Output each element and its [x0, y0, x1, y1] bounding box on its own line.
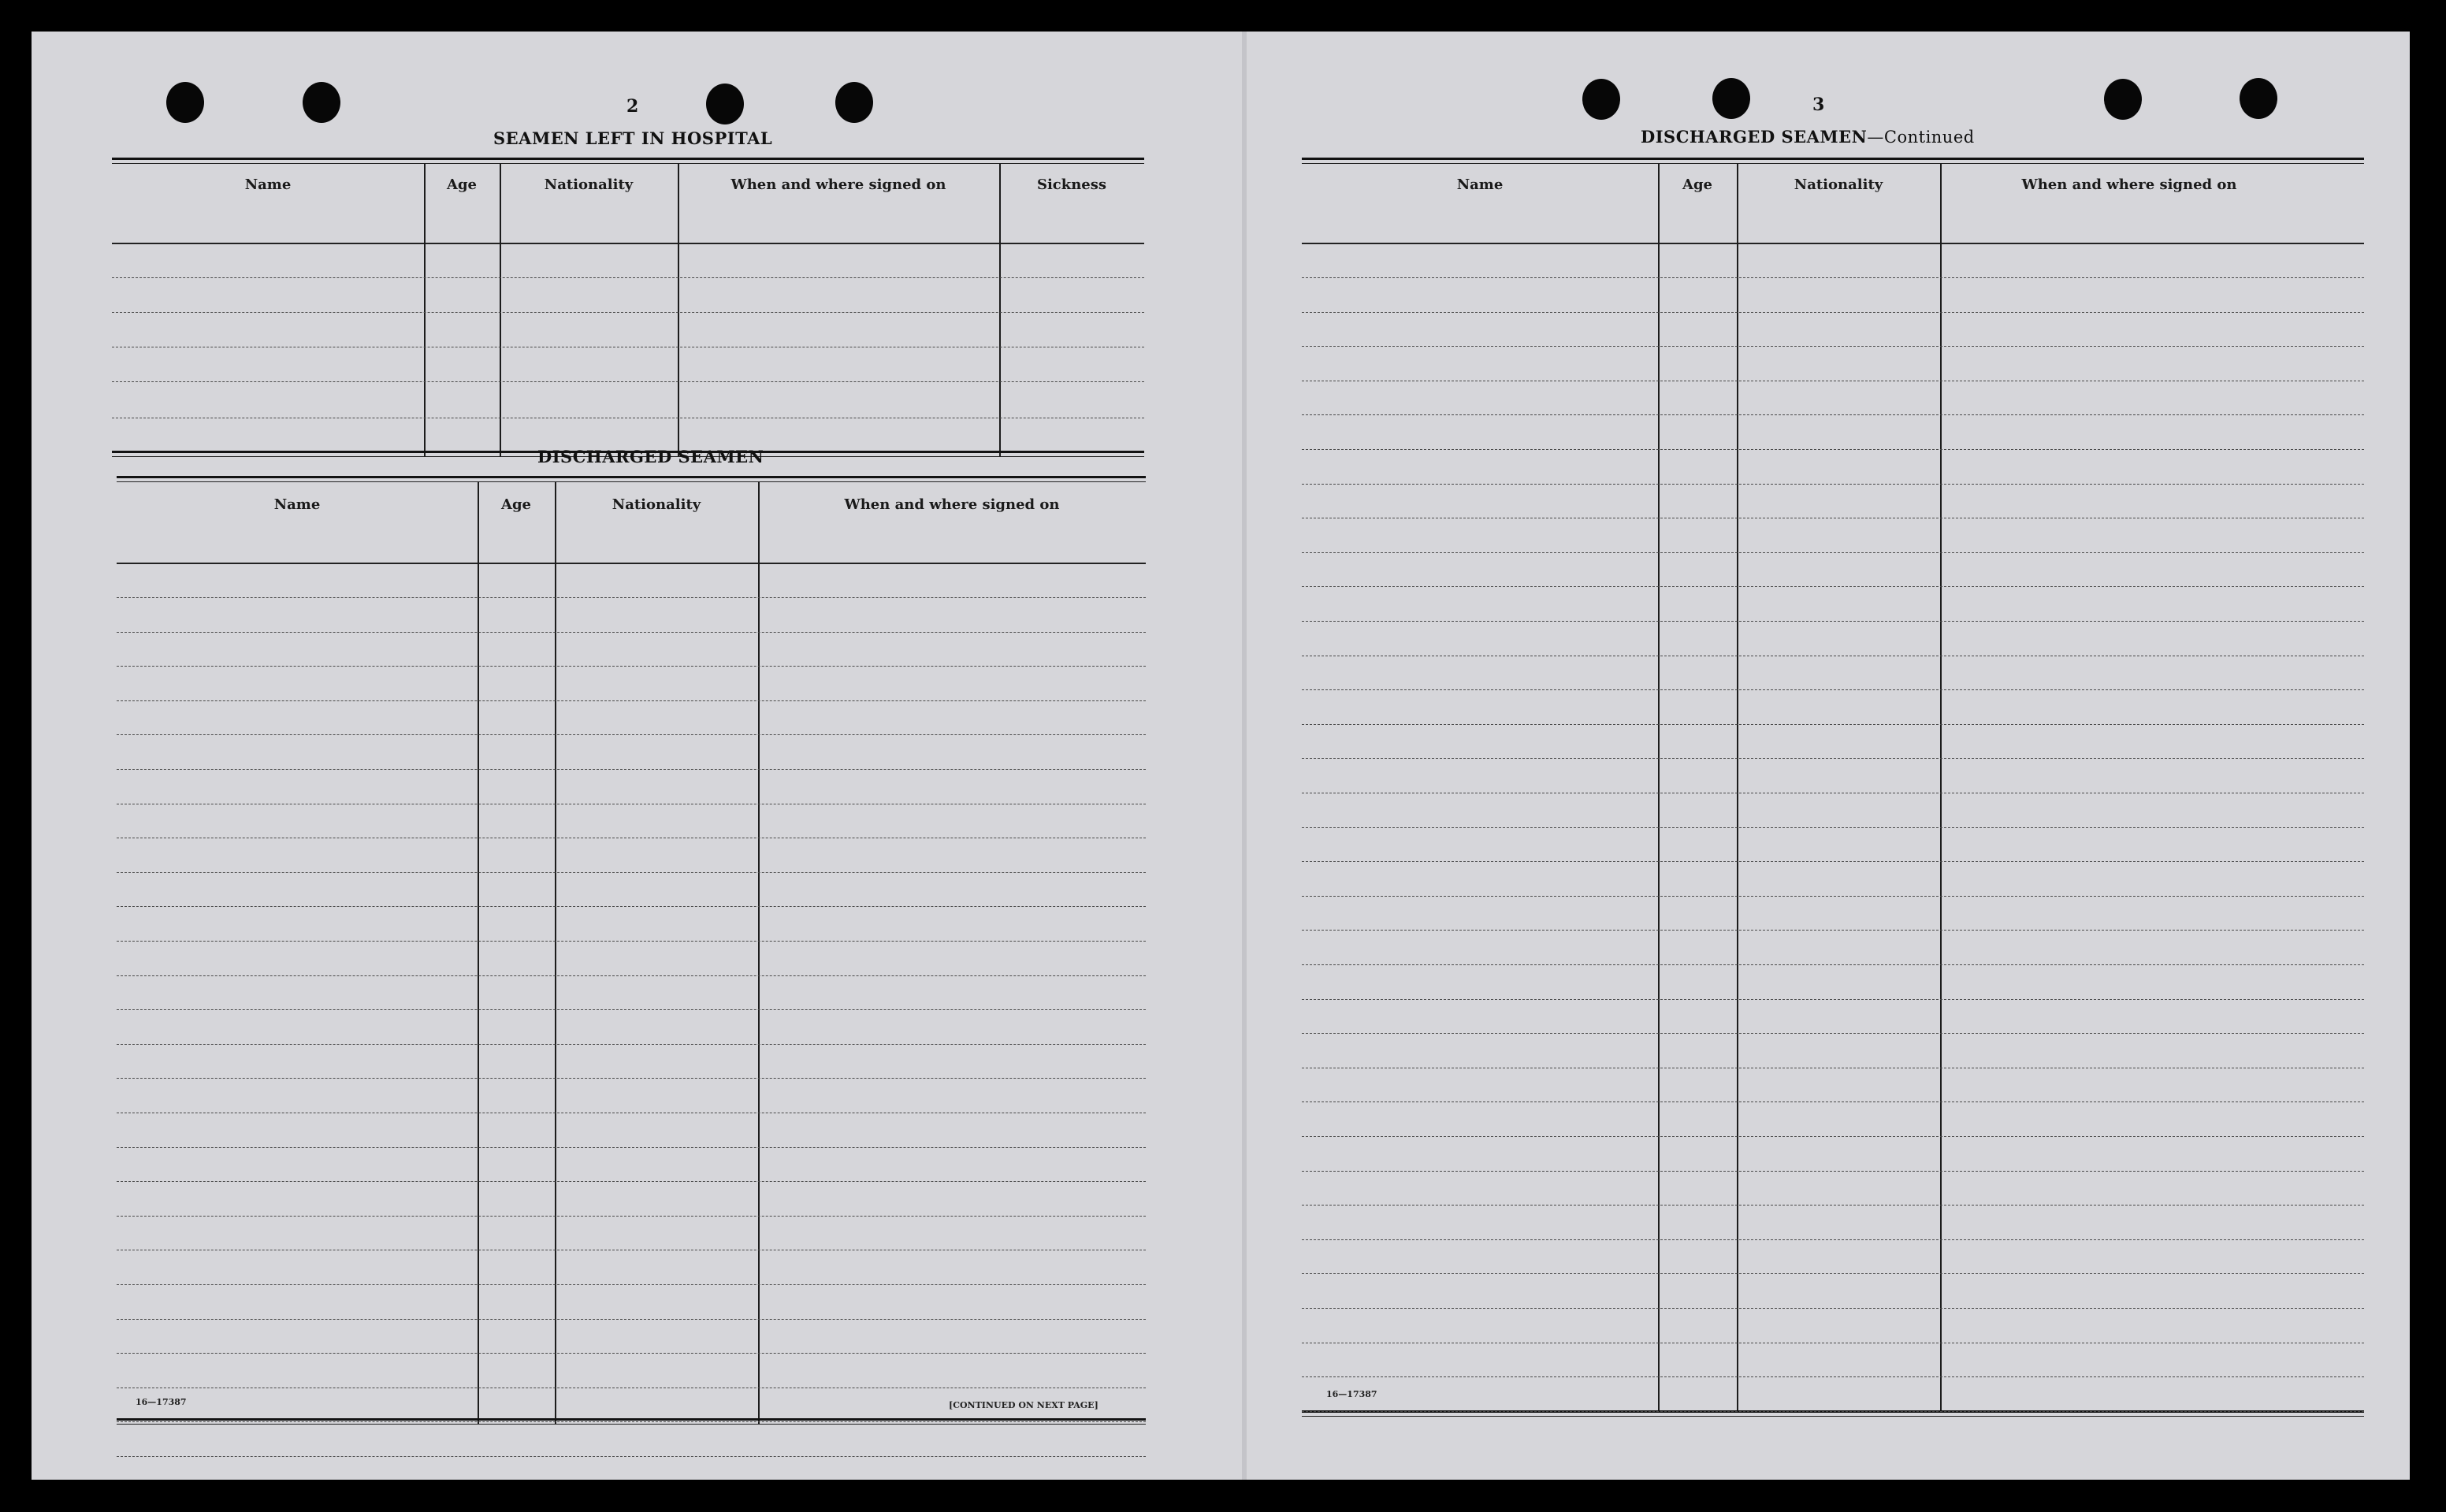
- ruled-line: [1302, 827, 2364, 828]
- ruled-line: [117, 597, 1146, 598]
- ruled-line: [117, 632, 1146, 633]
- ruled-line: [1302, 861, 2364, 862]
- ruled-line: [1302, 449, 2364, 450]
- column-header-name: Name: [244, 176, 292, 193]
- ruled-line: [117, 700, 1146, 701]
- section-title-discharged-continued: [1641, 127, 1975, 147]
- ruled-line: [1302, 930, 2364, 931]
- continued-note: [CONTINUED ON NEXT PAGE]: [949, 1400, 1098, 1410]
- ruled-line: [117, 1421, 1146, 1422]
- column-header-nationality: Nationality: [1794, 176, 1883, 193]
- page-number: 2: [626, 96, 639, 117]
- section-title-hospital: SEAMEN LEFT IN HOSPITAL: [493, 128, 773, 148]
- column-header-age: Age: [500, 496, 531, 513]
- ruled-line: [1302, 1308, 2364, 1309]
- ruled-line: [117, 1147, 1146, 1148]
- punch-hole: [835, 82, 873, 123]
- ruled-line: [1302, 552, 2364, 553]
- hospital-table: [112, 158, 1144, 459]
- ruled-line: [1302, 1033, 2364, 1034]
- ruled-line: [1302, 1136, 2364, 1137]
- column-header-nationality: Nationality: [612, 496, 701, 513]
- page-fold: [1242, 32, 1247, 1480]
- punch-hole: [2240, 78, 2277, 119]
- ruled-line: [1302, 1273, 2364, 1274]
- ruled-line: [117, 1044, 1146, 1045]
- ruled-line: [1302, 277, 2364, 278]
- section-title-text: DISCHARGED SEAMEN: [1641, 127, 1868, 147]
- ruled-line: [117, 1078, 1146, 1079]
- punch-hole: [303, 82, 340, 123]
- column-header-name: Name: [1456, 176, 1504, 193]
- ruled-line: [1302, 758, 2364, 759]
- ruled-line: [1302, 1171, 2364, 1172]
- continued-suffix: —Continued: [1867, 128, 1975, 147]
- ruled-line: [117, 941, 1146, 942]
- punch-hole: [1712, 78, 1750, 119]
- ruled-line: [1302, 689, 2364, 690]
- ruled-line: [1302, 896, 2364, 897]
- ruled-line: [1302, 484, 2364, 485]
- ruled-line: [117, 666, 1146, 667]
- ruled-line: [117, 1284, 1146, 1285]
- ruled-line: [1302, 1101, 2364, 1102]
- ruled-line: [1302, 1411, 2364, 1412]
- ruled-line: [117, 769, 1146, 770]
- ruled-line: [117, 1353, 1146, 1354]
- punch-hole: [1582, 79, 1620, 120]
- discharged-table-continued: [1302, 158, 2364, 1418]
- ruled-line: [1302, 1376, 2364, 1377]
- page-number: 3: [1812, 95, 1825, 115]
- column-header-sickness: Sickness: [1036, 176, 1107, 193]
- ruled-line: [1302, 586, 2364, 587]
- ruled-line: [117, 734, 1146, 735]
- section-title-discharged: DISCHARGED SEAMEN: [537, 447, 764, 466]
- ruled-line: [117, 975, 1146, 976]
- ruled-line: [1302, 621, 2364, 622]
- discharged-table: [117, 476, 1146, 1426]
- column-header-age: Age: [1682, 176, 1712, 193]
- ruled-line: [117, 1216, 1146, 1217]
- column-header-nationality: Nationality: [544, 176, 634, 193]
- punch-hole: [2104, 79, 2142, 120]
- ruled-line: [117, 1009, 1146, 1010]
- ruled-line: [1302, 1205, 2364, 1206]
- ruled-line: [1302, 312, 2364, 313]
- ruled-line: [1302, 724, 2364, 725]
- ruled-line: [1302, 1239, 2364, 1240]
- ruled-line: [117, 1456, 1146, 1457]
- ruled-line: [117, 1181, 1146, 1182]
- column-header-name: Name: [273, 496, 321, 513]
- ruled-line: [117, 872, 1146, 873]
- punch-hole: [706, 84, 744, 124]
- punch-hole: [166, 82, 204, 123]
- ruled-line: [117, 906, 1146, 907]
- column-header-signed-on: When and where signed on: [730, 176, 946, 193]
- ruled-line: [1302, 346, 2364, 347]
- column-header-signed-on: When and where signed on: [844, 496, 1060, 513]
- ruled-line: [1302, 414, 2364, 415]
- column-header-signed-on: When and where signed on: [2021, 176, 2237, 193]
- column-header-age: Age: [446, 176, 477, 193]
- scanned-document: [32, 32, 2410, 1480]
- ruled-line: [1302, 999, 2364, 1000]
- ruled-line: [117, 1319, 1146, 1320]
- form-number: 16—17387: [136, 1397, 187, 1407]
- form-number: 16—17387: [1326, 1389, 1377, 1399]
- ruled-line: [1302, 964, 2364, 965]
